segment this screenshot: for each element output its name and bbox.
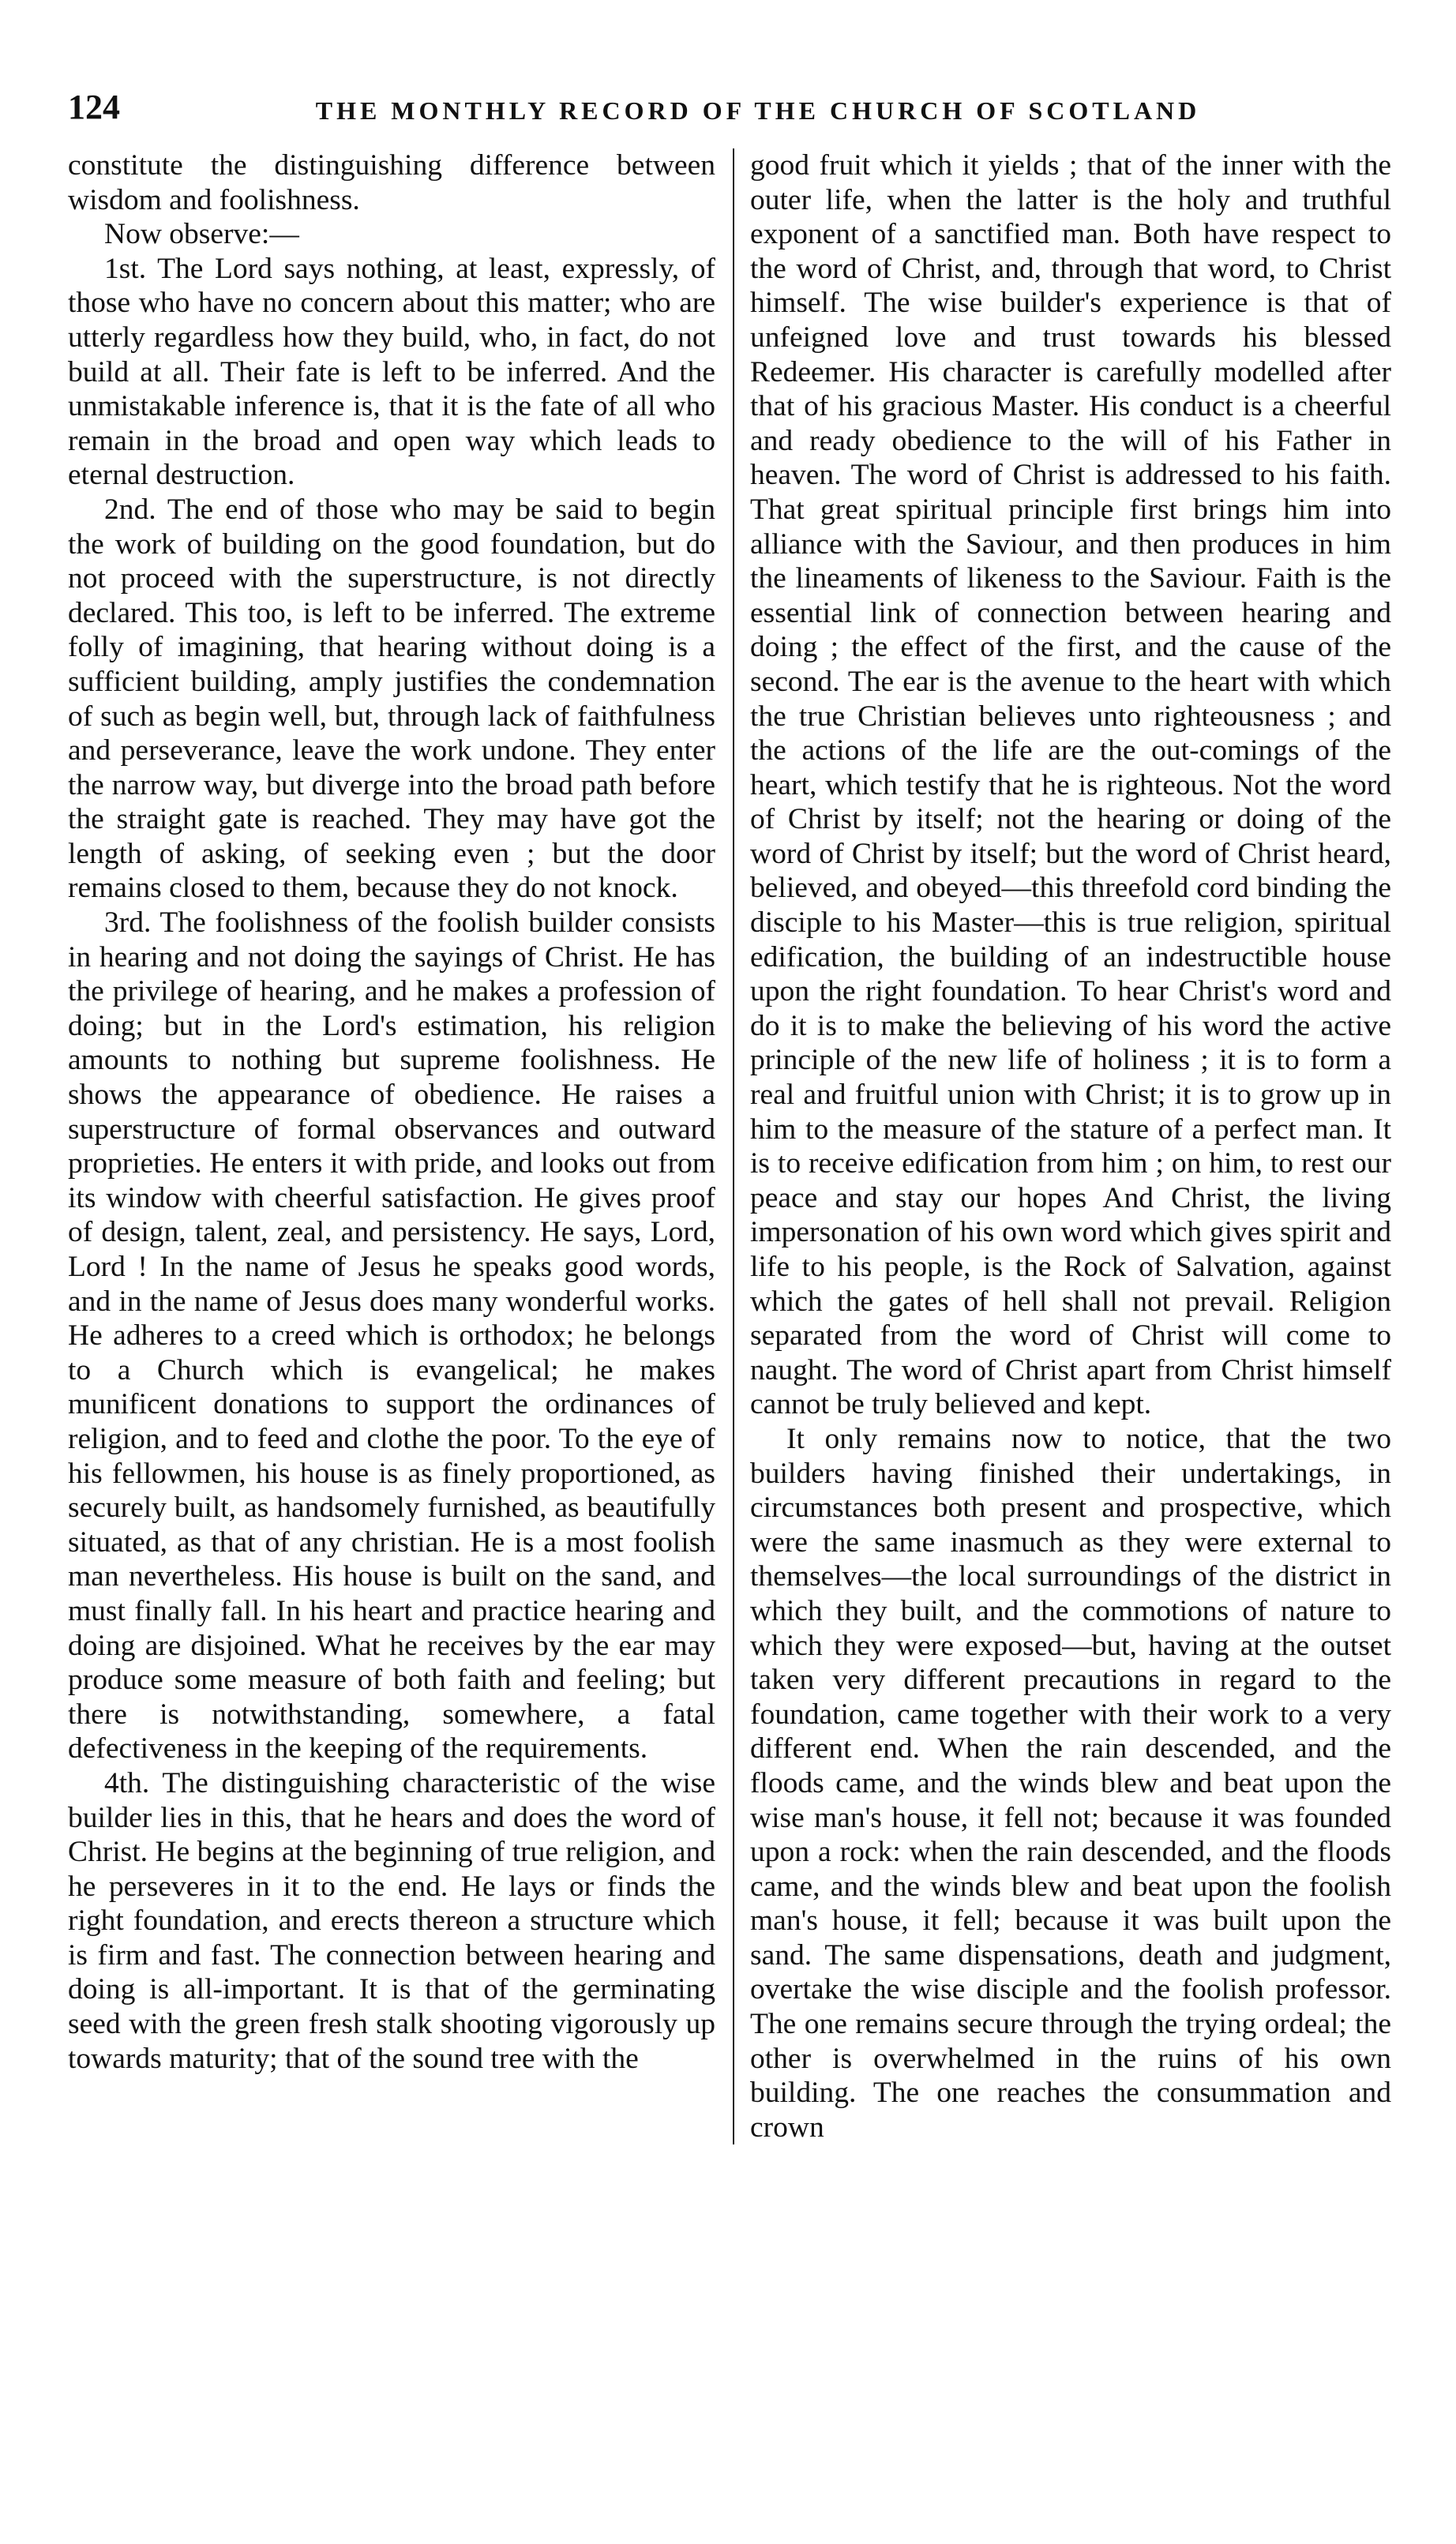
paragraph: 2nd. The end of those who may be said to begin the work of building on the good foundation, but do not proceed with the superstructure, is not directly declared. This too, is left to be inferred. The extreme folly of imagining, that hearing without doing is a sufficient building, amply justifies the condemnation of such as begin well, but, through lack of faithfulness and perseverance, leave the work undone. They enter the narrow way, but diverge into the broad path before the straight gate is reached. They may have got the length of asking, of seeking even ; but the door remains closed to them, because they do not knock.: [68, 493, 715, 905]
text-columns: [68, 148, 1401, 2144]
right-column: [750, 148, 1391, 2144]
paragraph: constitute the distinguishing difference between wisdom and foolishness.: [68, 149, 715, 216]
left-column: [68, 148, 715, 2144]
paragraph: 4th. The distinguishing characteristic of the wise builder lies in this, that he hears and does the word of Christ. He begins at the beginning of true religion, and he perseveres in it to the end. He lays or finds the right foundation, and erects thereon a structure which is firm and fast. The connection between hearing and doing is all-important. It is that of the germinating seed with the green fresh stalk shooting vigorously up towards maturity; that of the sound tree with the: [68, 1766, 715, 2075]
column-rule: [733, 148, 734, 2144]
page-number: 124: [68, 88, 120, 126]
page-header: [68, 87, 1401, 134]
running-title: THE MONTHLY RECORD OF THE CHURCH OF SCOTLAND: [315, 96, 1201, 125]
paragraph: good fruit which it yields ; that of the inner with the outer life, when the latter is the holy and truthful exponent of a sanctified man. Both have respect to the word of Christ, and, through that word, to Christ himself. The wise builder's experience is that of unfeigned love and trust towards his blessed Redeemer. His character is carefully modelled after that of his gracious Master. His conduct is a cheerful and ready obedience to the will of his Father in heaven. The word of Christ is addressed to his faith. That great spiritual principle first brings him into alliance with the Saviour, and then produces in him the lineaments of likeness to the Saviour. Faith is the essential link of connection between hearing and doing ; the effect of the first, and the cause of the second. The ear is the avenue to the heart with which the true Christian believes unto righteousness ; and the actions of the life are the out-comings of the heart, which testify that he is righteous. Not the word of Christ by itself; not the hearing or doing of the word of Christ by itself; but the word of Christ heard, believed, and obeyed—this threefold cord binding the disciple to his Master—this is true religion, spiritual edification, the building of an indestructible house upon the right foundation. To hear Christ's word and do it is to make the believing of his word the active principle of the new life of holiness ; it is to form a real and fruitful union with Christ; it is to grow up in him to the measure of the stature of a perfect man. It is to receive edification from him ; on him, to rest our peace and stay our hopes And Christ, the living impersonation of his own word which gives spirit and life to his people, is the Rock of Salvation, against which the gates of hell shall not prevail. Religion separated from the word of Christ will come to naught. The word of Christ apart from Christ himself cannot be truly believed and kept.: [750, 149, 1391, 1421]
paragraph: Now observe:—: [104, 218, 299, 251]
paragraph: It only remains now to notice, that the two builders having finished their undertakings, in circumstances both present and prospective, which were the same inasmuch as they were external to themselves—the local surroundings of the district in which they built, and the commotions of nature to which they were exposed—but, having at the outset taken very different precautions in regard to the foundation, came together with their work to a very different end. When the rain descended, and the floods came, and the winds blew and beat upon the wise man's house, it fell not; because it was founded upon a rock: when the rain descended, and the floods came, and the winds blew and beat upon the foolish man's house, it fell; because it was built upon the sand. The same dispensations, death and judgment, overtake the wise disciple and the foolish professor. The one remains secure through the trying ordeal; the other is overwhelmed in the ruins of his own building. The one reaches the consummation and crown: [750, 1422, 1391, 2144]
paragraph: 1st. The Lord says nothing, at least, expressly, of those who have no concern about this matter; who are utterly regardless how they build, who, in fact, do not build at all. Their fate is left to be inferred. And the unmistakable inference is, that it is the fate of all who remain in the broad and open way which leads to eternal destruction.: [68, 252, 715, 492]
paragraph: 3rd. The foolishness of the foolish builder consists in hearing and not doing the sayings of Christ. He has the privilege of hearing, and he makes a profession of doing; but in the Lord's estimation, his religion amounts to nothing but supreme foolishness. He shows the appearance of obedience. He raises a superstructure of formal observances and outward proprieties. He enters it with pride, and looks out from its window with cheerful satisfaction. He gives proof of design, talent, zeal, and persistency. He says, Lord, Lord ! In the name of Jesus he speaks good words, and in the name of Jesus does many wonderful works. He adheres to a creed which is orthodox; he belongs to a Church which is evangelical; he makes munificent donations to support the ordinances of religion, and to feed and clothe the poor. To the eye of his fellowmen, his house is as finely proportioned, as securely built, as handsomely furnished, as beautifully situated, as that of any christian. He is a most foolish man nevertheless. His house is built on the sand, and must finally fall. In his heart and practice hearing and doing are disjoined. What he receives by the ear may produce some measure of both faith and feeling; but there is notwithstanding, somewhere, a fatal defectiveness in the keeping of the requirements.: [68, 906, 715, 1765]
